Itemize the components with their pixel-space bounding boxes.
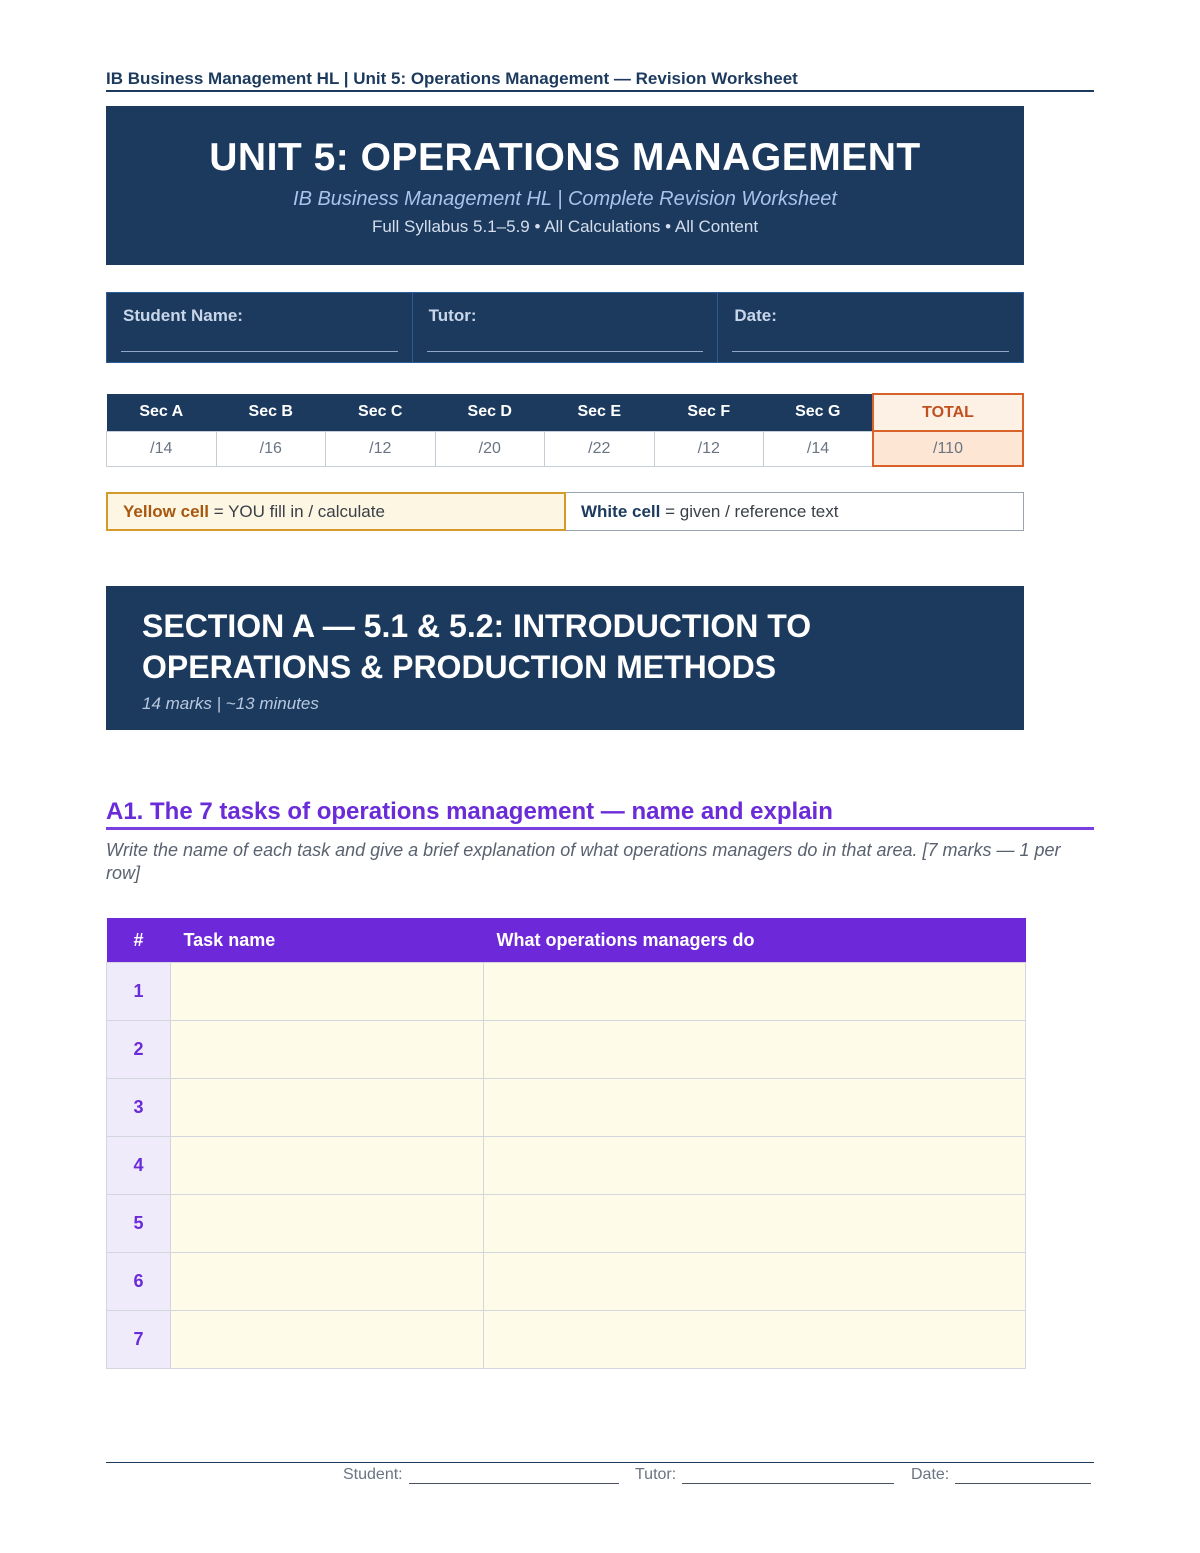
task-description-input[interactable] bbox=[484, 1253, 1026, 1311]
score-header-sec-g: Sec G bbox=[764, 394, 874, 431]
section-a-title-line1: SECTION A — 5.1 & 5.2: INTRODUCTION TO bbox=[142, 608, 812, 644]
question-a1-heading: A1. The 7 tasks of operations management — name and explain bbox=[106, 797, 1094, 830]
score-cell-sec-b[interactable]: /16 bbox=[216, 431, 326, 466]
legend-white-text: = given / reference text bbox=[660, 502, 839, 521]
footer-student-line bbox=[409, 1469, 619, 1484]
legend-yellow-cell bbox=[106, 492, 566, 531]
row-number: 2 bbox=[107, 1021, 171, 1079]
worksheet-title: UNIT 5: OPERATIONS MANAGEMENT bbox=[209, 136, 921, 179]
legend-white-cell bbox=[566, 492, 1024, 531]
score-value-row bbox=[107, 431, 1024, 466]
cell-legend bbox=[106, 492, 1024, 531]
page-footer bbox=[106, 1462, 1094, 1491]
legend-yellow-text: = YOU fill in / calculate bbox=[209, 502, 385, 521]
task-name-input[interactable] bbox=[171, 1311, 484, 1369]
footer-student-label: Student: bbox=[343, 1466, 403, 1483]
score-header-sec-e: Sec E bbox=[545, 394, 655, 431]
score-cell-sec-a[interactable]: /14 bbox=[107, 431, 217, 466]
task-name-input[interactable] bbox=[171, 1253, 484, 1311]
row-number: 6 bbox=[107, 1253, 171, 1311]
title-banner bbox=[106, 106, 1024, 265]
legend-white-key: White cell bbox=[581, 502, 661, 521]
task-name-input[interactable] bbox=[171, 1079, 484, 1137]
table-row bbox=[107, 963, 1026, 1021]
task-description-input[interactable] bbox=[484, 1137, 1026, 1195]
score-header-sec-d: Sec D bbox=[435, 394, 545, 431]
task-description-input[interactable] bbox=[484, 1311, 1026, 1369]
footer-date-line bbox=[955, 1469, 1091, 1484]
score-header-row bbox=[107, 394, 1024, 431]
footer-date-label: Date: bbox=[911, 1466, 950, 1483]
section-a-meta: 14 marks | ~13 minutes bbox=[142, 694, 319, 713]
task-name-input[interactable] bbox=[171, 963, 484, 1021]
syllabus-line: Full Syllabus 5.1–5.9 • All Calculations • All Content bbox=[371, 217, 759, 236]
table-row bbox=[107, 1195, 1026, 1253]
student-name-field[interactable] bbox=[107, 293, 413, 362]
tutor-label: Tutor: bbox=[428, 306, 477, 325]
score-header-sec-f: Sec F bbox=[654, 394, 764, 431]
score-header-sec-b: Sec B bbox=[216, 394, 326, 431]
footer-tutor-label: Tutor: bbox=[635, 1466, 677, 1483]
score-cell-sec-g[interactable]: /14 bbox=[764, 431, 874, 466]
section-a-title-line2: OPERATIONS & PRODUCTION METHODS bbox=[142, 649, 777, 685]
student-name-label: Student Name: bbox=[123, 306, 243, 325]
running-header: IB Business Management HL | Unit 5: Operations Management — Revision Worksheet bbox=[106, 68, 1094, 92]
table-row bbox=[107, 1137, 1026, 1195]
tasks-header-row bbox=[107, 918, 1026, 963]
tutor-line bbox=[427, 351, 704, 352]
footer-tutor-line bbox=[682, 1469, 894, 1484]
footer-student[interactable] bbox=[343, 1466, 619, 1484]
score-cell-sec-f[interactable]: /12 bbox=[654, 431, 764, 466]
footer-date[interactable] bbox=[911, 1466, 1091, 1484]
tasks-col-description: What operations managers do bbox=[484, 918, 1026, 963]
score-cell-sec-d[interactable]: /20 bbox=[435, 431, 545, 466]
tasks-col-task-name: Task name bbox=[171, 918, 484, 963]
row-number: 1 bbox=[107, 963, 171, 1021]
row-number: 3 bbox=[107, 1079, 171, 1137]
score-header-total: TOTAL bbox=[873, 394, 1023, 431]
score-cell-total[interactable]: /110 bbox=[873, 431, 1023, 466]
table-row bbox=[107, 1253, 1026, 1311]
task-description-input[interactable] bbox=[484, 1021, 1026, 1079]
date-label: Date: bbox=[734, 306, 777, 325]
task-name-input[interactable] bbox=[171, 1195, 484, 1253]
tasks-table bbox=[106, 918, 1026, 1369]
tasks-col-number: # bbox=[107, 918, 171, 963]
worksheet-subtitle: IB Business Management HL | Complete Revision Worksheet bbox=[293, 188, 837, 210]
legend-yellow-key: Yellow cell bbox=[123, 502, 209, 521]
student-name-line bbox=[121, 351, 398, 352]
score-summary-table bbox=[106, 393, 1024, 467]
score-header-sec-c: Sec C bbox=[326, 394, 436, 431]
date-field[interactable] bbox=[718, 293, 1023, 362]
footer-tutor[interactable] bbox=[635, 1466, 894, 1484]
task-description-input[interactable] bbox=[484, 963, 1026, 1021]
task-description-input[interactable] bbox=[484, 1195, 1026, 1253]
task-name-input[interactable] bbox=[171, 1137, 484, 1195]
row-number: 4 bbox=[107, 1137, 171, 1195]
tutor-field[interactable] bbox=[413, 293, 719, 362]
score-cell-sec-c[interactable]: /12 bbox=[326, 431, 436, 466]
score-cell-sec-e[interactable]: /22 bbox=[545, 431, 655, 466]
task-description-input[interactable] bbox=[484, 1079, 1026, 1137]
task-name-input[interactable] bbox=[171, 1021, 484, 1079]
score-header-sec-a: Sec A bbox=[107, 394, 217, 431]
table-row bbox=[107, 1079, 1026, 1137]
row-number: 7 bbox=[107, 1311, 171, 1369]
section-a-banner bbox=[106, 586, 1024, 730]
table-row bbox=[107, 1311, 1026, 1369]
student-info-row bbox=[106, 292, 1024, 363]
table-row bbox=[107, 1021, 1026, 1079]
question-a1-instructions: Write the name of each task and give a brief explanation of what operations managers do in that area. [7 marks — 1 per row] bbox=[106, 840, 1061, 883]
row-number: 5 bbox=[107, 1195, 171, 1253]
date-line bbox=[732, 351, 1009, 352]
